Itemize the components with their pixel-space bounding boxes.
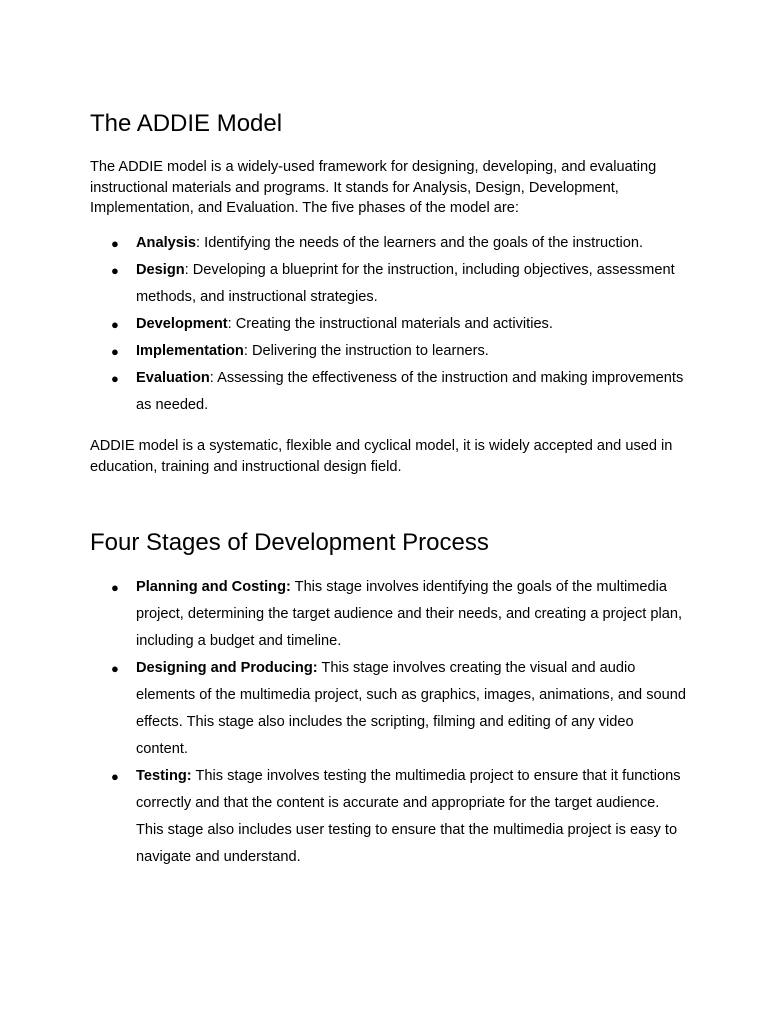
list-item-evaluation [90,365,686,419]
stage-description: This stage involves creating the visual and audio elements of the multimedia project, such as graphics, images, animations, and sound effects. This stage also includes the scripting, filming and editing of any video content. [136,660,686,757]
section-title-stages: Four Stages of Development Process [90,529,489,556]
bullet-icon: ● [111,661,119,676]
stage-description: This stage involves identifying the goals of the multimedia project, determining the target audience and their needs, and creating a project plan, including a budget and timeline. [136,579,682,649]
phase-term: Evaluation [136,370,210,386]
phase-term: Analysis [136,235,197,251]
phase-description: : Assessing the effectiveness of the instruction and making improvements as needed. [136,370,684,413]
bullet-icon: ● [111,344,119,359]
phase-term: Design [136,262,185,278]
list-item-design [90,257,686,311]
list-item-testing [90,763,686,871]
bullet-icon: ● [111,769,119,784]
list-item-planning [90,574,686,655]
list-item-development [90,311,686,338]
phase-description: : Identifying the needs of the learners and the goals of the instruction. [196,235,644,251]
phase-description: : Delivering the instruction to learners. [243,343,489,359]
bullet-icon: ● [111,317,119,332]
phase-term: Development [136,316,228,332]
list-item-analysis [90,230,686,257]
bullet-icon: ● [111,236,119,251]
phase-term: Implementation [136,343,244,359]
phase-description: : Developing a blueprint for the instruction, including objectives, assessment methods, and instructional strategies. [136,262,675,305]
section-title-addie: The ADDIE Model [90,110,283,137]
stage-term: Designing and Producing: [136,660,318,676]
development-stages-list [90,574,686,871]
bullet-icon: ● [111,371,119,386]
stage-description: This stage involves testing the multimedia project to ensure that it functions correctly and that the content is accurate and appropriate for the target audience. This stage also includes user testing to ensure that the multimedia project is easy to navigate and understand. [136,768,681,865]
stage-term: Planning and Costing: [136,579,291,595]
addie-phases-list [90,230,686,419]
addie-intro-paragraph: The ADDIE model is a widely-used framework for designing, developing, and evaluating instructional materials and programs. It stands for Analysis, Design, Development, Implementation, and Evaluation. The five phases of the model are: [90,159,657,216]
list-item-implementation [90,338,686,365]
stage-term: Testing: [136,768,192,784]
list-item-designing [90,655,686,763]
phase-description: : Creating the instructional materials and activities. [227,316,553,332]
addie-closing-paragraph: ADDIE model is a systematic, flexible and cyclical model, it is widely accepted and used in education, training and instructional design field. [90,438,673,475]
bullet-icon: ● [111,580,119,595]
bullet-icon: ● [111,263,119,278]
